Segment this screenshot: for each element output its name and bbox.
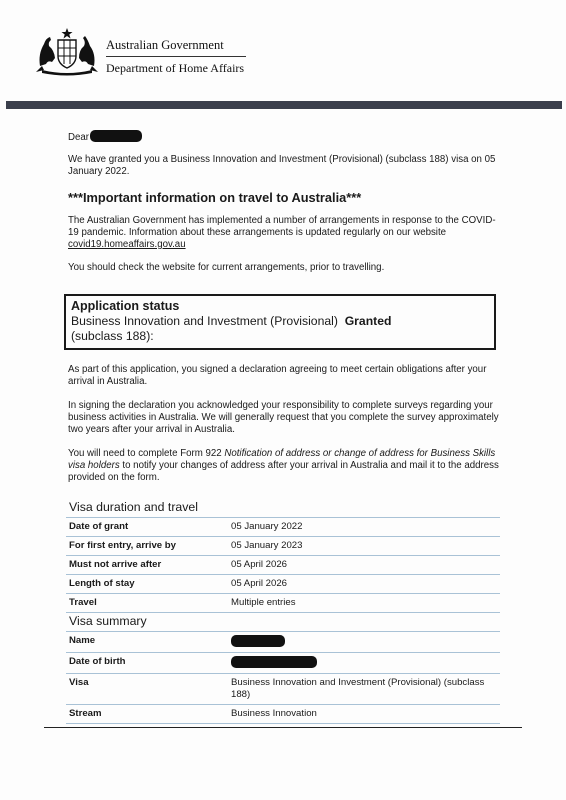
visa-summary-title: Visa summary [69, 614, 147, 628]
row-label: Length of stay [69, 578, 135, 589]
covid-text: The Australian Government has implemented a number of arrangements in response to the COVID-19 pandemic. Information about these arrangements is updated regularly on our website [68, 215, 496, 238]
application-status-line [71, 314, 489, 329]
table-row [66, 705, 500, 724]
row-value: Business Innovation and Investment (Provisional) (subclass 188) [231, 677, 485, 700]
row-label: Visa [69, 677, 89, 688]
letter-body [68, 130, 504, 274]
form-text-end: to notify your changes of address after your arrival in Australia and mail it to the address provided on the form. [68, 460, 499, 483]
salutation-text: Dear [68, 132, 89, 143]
table-row [66, 632, 500, 653]
row-value: 05 April 2026 [231, 578, 288, 589]
government-title: Australian Government [106, 38, 224, 52]
table-row [66, 653, 500, 674]
covid-paragraph [68, 215, 504, 251]
coat-of-arms-icon [34, 26, 100, 76]
department-name: Department of Home Affairs [106, 61, 245, 75]
obligations-section [68, 364, 504, 484]
row-label: For first entry, arrive by [69, 540, 176, 551]
row-label: Stream [69, 708, 102, 719]
redacted-date-of-birth [231, 656, 317, 668]
row-label: Travel [69, 597, 97, 608]
row-value [231, 632, 500, 652]
survey-paragraph: In signing the declaration you acknowledged your responsibility to complete surveys regarding your business activities in Australia. We will generally request that you complete the survey approximately two years after your arrival in Australia. [68, 400, 499, 435]
application-status-title: Application status [71, 299, 180, 313]
table-row [66, 575, 500, 594]
redacted-name [90, 130, 142, 142]
row-label: Date of grant [69, 521, 129, 532]
form-name: Notification of address or change of address for Business Skills visa holders [68, 448, 496, 471]
table-row [66, 594, 500, 613]
visa-duration-title: Visa duration and travel [69, 500, 198, 514]
row-value: Business Innovation [231, 708, 317, 719]
check-website-paragraph: You should check the website for current arrangements, prior to travelling. [68, 262, 385, 273]
application-status-box [64, 294, 496, 350]
row-value: 05 April 2026 [231, 559, 288, 570]
government-branding [106, 38, 246, 75]
travel-heading: ***Important information on travel to Australia*** [68, 190, 362, 205]
row-value [231, 653, 500, 673]
covid-website-link[interactable]: covid19.homeaffairs.gov.au [68, 239, 186, 250]
table-row [66, 556, 500, 575]
form-paragraph [68, 448, 504, 484]
row-value: 05 January 2023 [231, 540, 303, 551]
row-label: Name [69, 635, 96, 646]
header-bar [6, 101, 562, 109]
grant-paragraph: We have granted you a Business Innovation and Investment (Provisional) (subclass 188) visa on 05 January 2022. [68, 154, 496, 177]
status-visa-name: Business Innovation and Investment (Provisional) [71, 314, 338, 328]
row-label: Must not arrive after [69, 559, 162, 570]
row-value: 05 January 2022 [231, 521, 303, 532]
table-row [66, 674, 500, 705]
status-result: Granted [344, 314, 392, 328]
obligation-paragraph: As part of this application, you signed a declaration agreeing to meet certain obligations after your arrival in Australia. [68, 364, 487, 387]
footer-divider [44, 727, 522, 728]
salutation [68, 130, 504, 144]
form-text-start: You will need to complete Form 922 [68, 448, 222, 459]
branding-divider [106, 56, 246, 57]
visa-summary-table [66, 631, 500, 724]
table-row [66, 537, 500, 556]
table-row [66, 518, 500, 537]
row-label: Date of birth [69, 656, 126, 667]
visa-duration-table [66, 517, 500, 613]
status-subclass: (subclass 188): [71, 329, 154, 343]
row-value: Multiple entries [231, 597, 296, 608]
redacted-name [231, 635, 285, 647]
